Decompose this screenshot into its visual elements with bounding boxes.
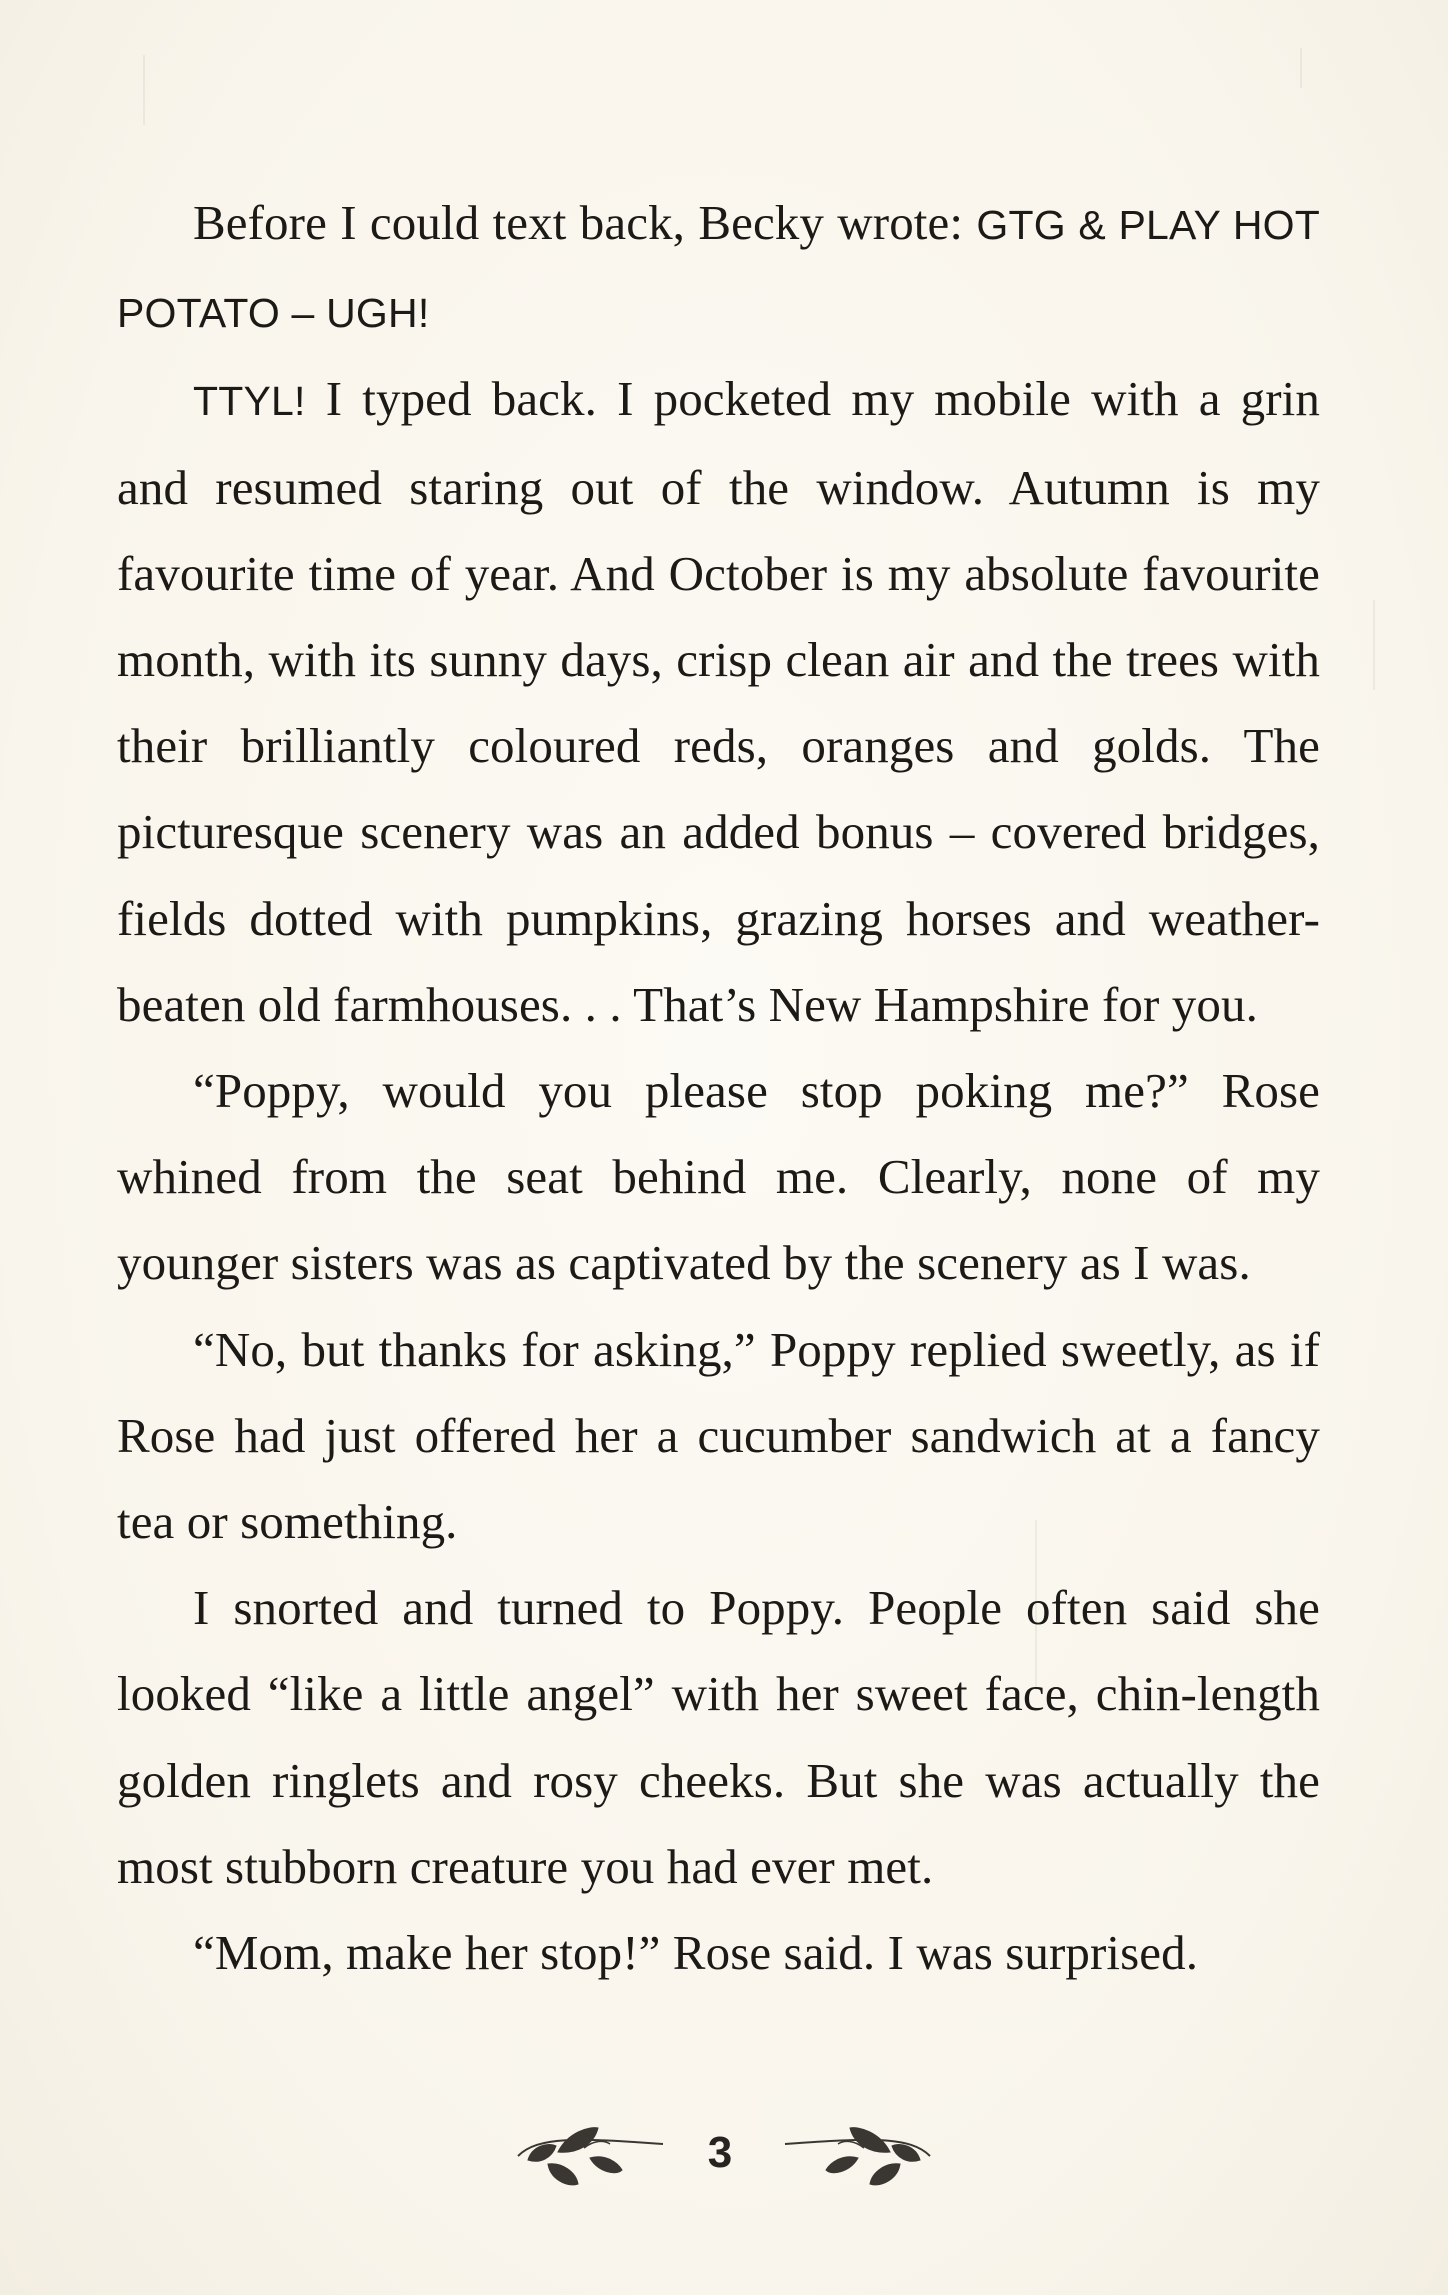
page-footer [0, 2118, 1448, 2208]
text-run: I typed back. I pocketed my mobile with a grin and resumed staring out of the window. Autumn is my favourite time of year. And October is my absolute favourite month, with its sunny days, crisp clean air and the trees with their brilliantly coloured reds, oranges and golds. The picturesque scenery was an added bonus – covered bridges, fields dotted with pumpkins, grazing horses and weather-beaten old farmhouses. . . That’s New Hampshire for you. [117, 371, 1320, 1032]
text-run: I snorted and turned to Poppy. People often said she looked “like a little angel” with her sweet face, chin-length golden ringlets and rosy cheeks. But she was actually the most stubborn creature you had ever met. [117, 1580, 1320, 1894]
page-number: 3 [707, 2128, 733, 2177]
text-message: GTG & PLAY HOT POTATO – UGH! [117, 202, 1320, 337]
show-through-mark [1373, 600, 1375, 690]
text-message: TTYL! [193, 378, 306, 425]
paragraph [117, 1048, 1320, 1307]
text-run: “Poppy, would you please stop poking me?” Rose whined from the seat behind me. Clearly, none of my younger sisters was as captivated by the scenery as I was. [117, 1063, 1320, 1291]
body-text [117, 180, 1320, 1996]
paragraph [117, 1307, 1320, 1566]
paragraph [117, 180, 1320, 356]
show-through-mark [1300, 48, 1302, 88]
paragraph [117, 356, 1320, 1048]
text-run: Before I could text back, Becky wrote: [193, 195, 977, 250]
text-run: “Mom, make her stop!” Rose said. I was surprised. [193, 1925, 1199, 1981]
paragraph [117, 1565, 1320, 1910]
paragraph [117, 1910, 1320, 1996]
text-run: “No, but thanks for asking,” Poppy replied sweetly, as if Rose had just offered her a cucumber sandwich at a fancy tea or something. [117, 1321, 1320, 1550]
leaf-sprig-left-icon [498, 2118, 668, 2198]
show-through-mark [143, 55, 145, 125]
leaf-sprig-right-icon [780, 2118, 950, 2198]
